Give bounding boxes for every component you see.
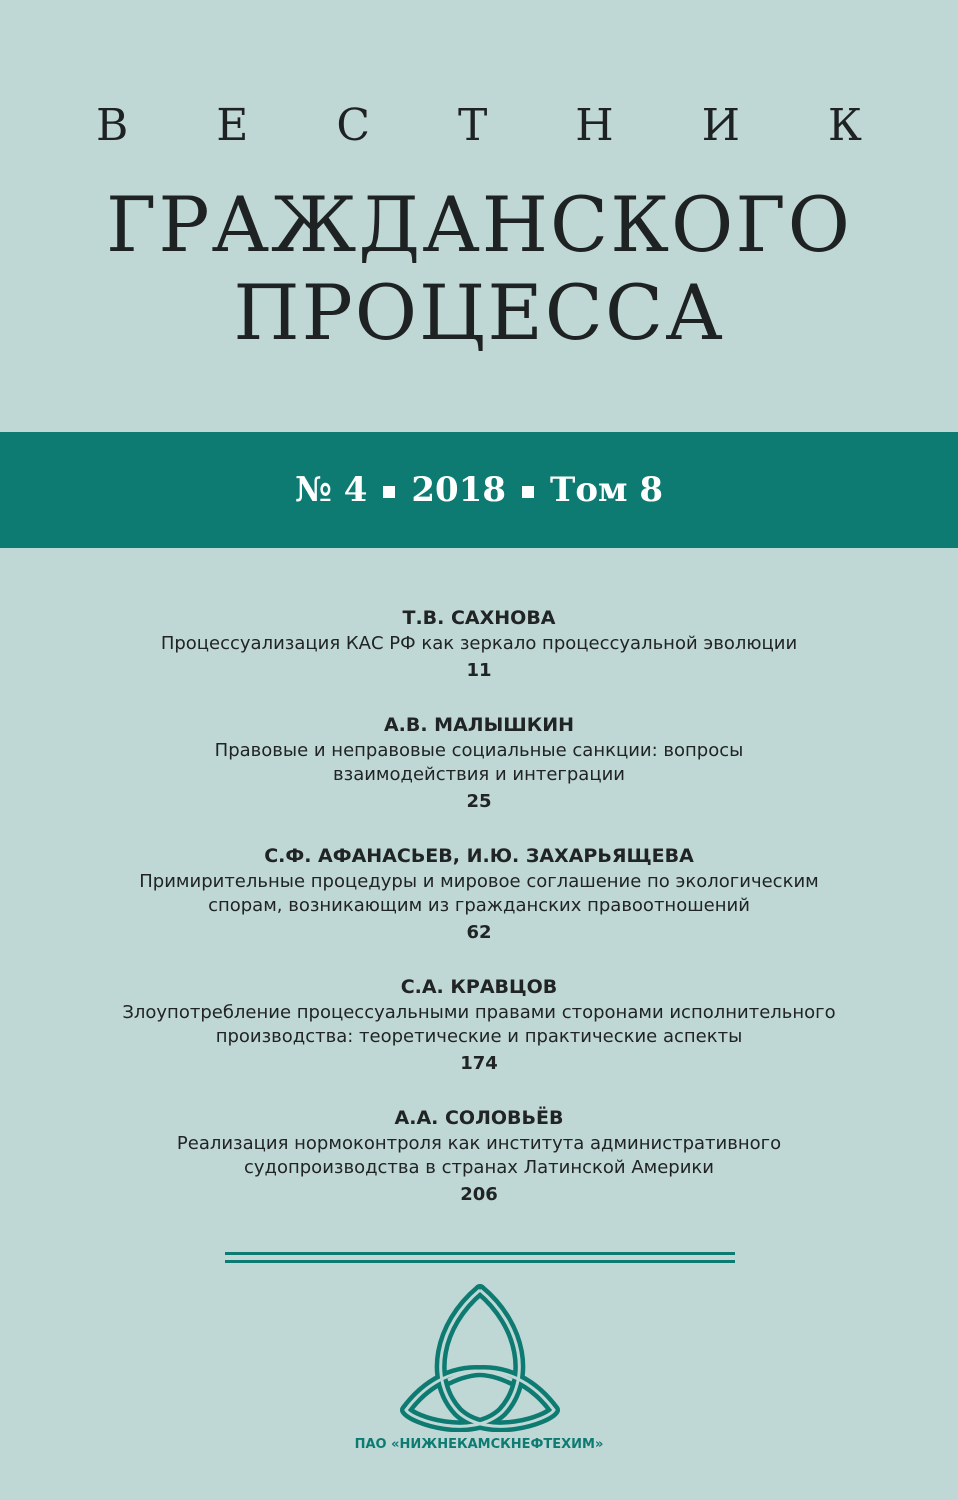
triquetra-logo-icon xyxy=(392,1280,568,1432)
publisher-company: ПАО «НИЖНЕКАМСКНЕФТЕХИМ» xyxy=(354,1437,604,1452)
contents-entry xyxy=(0,1105,958,1210)
entry-title-line: спорам, возникающим из гражданских правоотношений xyxy=(208,895,750,916)
masthead-letter: К xyxy=(827,100,862,151)
masthead-line-1: ГРАЖДАНСКОГО xyxy=(106,180,852,269)
entry-title-line: взаимодействия и интеграции xyxy=(333,764,625,785)
masthead-letter: Т xyxy=(457,100,488,151)
entry-title-line: Процессуализация КАС РФ как зеркало процессуальной эволюции xyxy=(160,633,798,654)
entry-title-line: судопроизводства в странах Латинской Америки xyxy=(243,1157,714,1178)
masthead-letter: С xyxy=(336,100,371,151)
issue-number: № 4 xyxy=(294,470,368,510)
contents-entry xyxy=(0,712,958,817)
entry-title-line: Примирительные процедуры и мировое соглашение по экологическим xyxy=(139,871,819,892)
table-of-contents xyxy=(0,605,958,1236)
entry-author: А.А. СОЛОВЬЁВ xyxy=(394,1107,564,1129)
entry-page: 174 xyxy=(460,1053,498,1074)
separator-square-icon xyxy=(383,486,395,498)
entry-page: 206 xyxy=(460,1184,498,1205)
masthead-letter: В xyxy=(96,100,129,151)
entry-title-line: Реализация нормоконтроля как института административного xyxy=(176,1133,782,1154)
entry-page: 25 xyxy=(466,791,492,812)
entry-author: Т.В. САХНОВА xyxy=(402,607,556,629)
issue-band xyxy=(0,432,958,548)
contents-entry xyxy=(0,843,958,948)
divider-rule xyxy=(225,1252,735,1255)
issue-volume: Том 8 xyxy=(550,470,664,510)
entry-page: 62 xyxy=(466,922,492,943)
masthead-letter: Е xyxy=(216,100,249,151)
contents-entry xyxy=(0,605,958,686)
entry-author: С.А. КРАВЦОВ xyxy=(400,976,558,998)
entry-title-line: производства: теоретические и практические аспекты xyxy=(215,1026,743,1047)
divider-rule xyxy=(225,1260,735,1263)
masthead-letter: Н xyxy=(575,100,614,151)
masthead-vestnik xyxy=(96,100,862,151)
entry-title-line: Правовые и неправовые социальные санкции: вопросы xyxy=(214,740,744,761)
separator-square-icon xyxy=(522,486,534,498)
contents-entry xyxy=(0,974,958,1079)
entry-title-line: Злоупотребление процессуальными правами сторонами исполнительного xyxy=(122,1002,836,1023)
entry-page: 11 xyxy=(466,660,492,681)
masthead-line-2: ПРОЦЕССА xyxy=(233,268,725,357)
entry-author: С.Ф. АФАНАСЬЕВ, И.Ю. ЗАХАРЬЯЩЕВА xyxy=(264,845,694,867)
masthead-letter: И xyxy=(701,100,740,151)
entry-author: А.В. МАЛЫШКИН xyxy=(383,714,575,736)
issue-year: 2018 xyxy=(411,470,507,510)
